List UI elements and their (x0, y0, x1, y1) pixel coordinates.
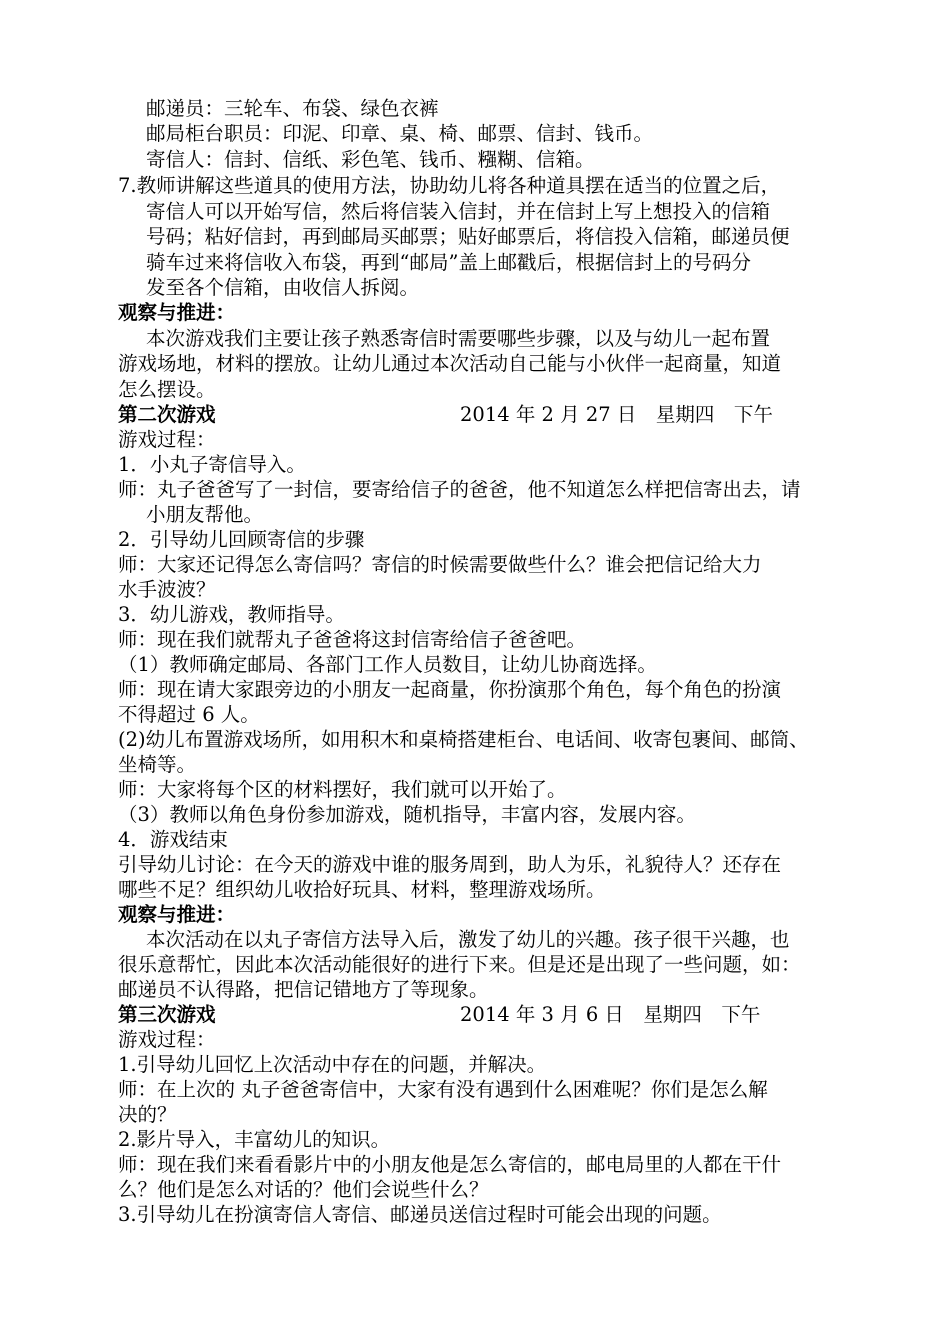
game2-line: 水手波波？ (118, 578, 216, 601)
game2-line: 师：现在请大家跟旁边的小朋友一起商量，你扮演那个角色，每个角色的扮演 (118, 678, 782, 701)
step7-line: 7.教师讲解这些道具的使用方法，协助幼儿将各种道具摆在适当的位置之后， (118, 174, 781, 197)
game2-line: 师：大家将每个区的材料摆好，我们就可以开始了。 (118, 778, 567, 801)
game2-date: 2014 年 2 月 27 日 星期四 下午 (460, 403, 773, 426)
observation-line: 本次活动在以丸子寄信方法导入后，激发了幼儿的兴趣。孩子很干兴趣，也 (146, 928, 790, 951)
observation-line: 游戏场地，材料的摆放。让幼儿通过本次活动自己能与小伙伴一起商量，知道 (118, 352, 782, 375)
game3-date: 2014 年 3 月 6 日 星期四 下午 (460, 1003, 761, 1026)
game3-line: 1.引导幼儿回忆上次活动中存在的问题，并解决。 (118, 1053, 547, 1076)
game3-line: 2.影片导入，丰富幼儿的知识。 (118, 1128, 391, 1151)
observation-line: 很乐意帮忙，因此本次活动能很好的进行下来。但是还是出现了一些问题，如： (118, 953, 801, 976)
step7-line: 发至各个信箱，由收信人拆阅。 (146, 276, 420, 299)
game2-line: 引导幼儿讨论：在今天的游戏中谁的服务周到，助人为乐，礼貌待人？还存在 (118, 853, 782, 876)
observation-line: 本次游戏我们主要让孩子熟悉寄信时需要哪些步骤，以及与幼儿一起布置 (146, 327, 771, 350)
observation-line: 邮递员不认得路，把信记错地方了等现象。 (118, 978, 489, 1001)
game2-title: 第二次游戏 (118, 403, 216, 426)
observation-line: 怎么摆设。 (118, 378, 216, 401)
game2-line: 小朋友帮他。 (146, 503, 264, 526)
game2-line: 3．幼儿游戏，教师指导。 (118, 603, 345, 626)
step7-line: 寄信人可以开始写信，然后将信装入信封，并在信封上写上想投入的信箱 (146, 200, 771, 223)
game3-title: 第三次游戏 (118, 1003, 216, 1026)
game3-line: 决的？ (118, 1103, 177, 1126)
observation-heading: 观察与推进： (118, 903, 236, 926)
props-sender: 寄信人：信封、信纸、彩色笔、钱币、糨糊、信箱。 (146, 148, 595, 171)
game3-line: 师：在上次的 丸子爸爸寄信中，大家有没有遇到什么困难呢？你们是怎么解 (118, 1078, 768, 1101)
step7-line: 号码；粘好信封，再到邮局买邮票；贴好邮票后，将信投入信箱，邮递员便 (146, 225, 790, 248)
game2-line: 1．小丸子寄信导入。 (118, 453, 306, 476)
game3-line: 么？他们是怎么对话的？他们会说些什么？ (118, 1178, 489, 1201)
game2-line: (2)幼儿布置游戏场所，如用积木和桌椅搭建柜台、电话间、收寄包裹间、邮筒、 (118, 728, 809, 751)
game2-line: （3）教师以角色身份参加游戏，随机指导，丰富内容，发展内容。 (118, 803, 696, 826)
game3-line: 3.引导幼儿在扮演寄信人寄信、邮递员送信过程时可能会出现的问题。 (118, 1203, 722, 1226)
game2-line: 4．游戏结束 (118, 828, 228, 851)
game2-line: 哪些不足？组织幼儿收拾好玩具、材料，整理游戏场所。 (118, 878, 606, 901)
game2-line: 坐椅等。 (118, 753, 197, 776)
game2-line: 师：大家还记得怎么寄信吗？寄信的时候需要做些什么？谁会把信记给大力 (118, 553, 762, 576)
game3-line: 师：现在我们来看看影片中的小朋友他是怎么寄信的，邮电局里的人都在干什 (118, 1153, 782, 1176)
game2-line: 游戏过程： (118, 428, 216, 451)
props-counter: 邮局柜台职员：印泥、印章、桌、椅、邮票、信封、钱币。 (146, 122, 654, 145)
game2-line: 不得超过 6 人。 (118, 703, 260, 726)
step7-line: 骑车过来将信收入布袋，再到“邮局”盖上邮戳后，根据信封上的号码分 (146, 251, 751, 274)
observation-heading: 观察与推进： (118, 301, 236, 324)
game2-line: （1）教师确定邮局、各部门工作人员数目，让幼儿协商选择。 (118, 653, 657, 676)
game3-line: 游戏过程： (118, 1028, 216, 1051)
game2-line: 师：丸子爸爸写了一封信，要寄给信子的爸爸，他不知道怎么样把信寄出去，请 (118, 478, 801, 501)
game2-line: 2．引导幼儿回顾寄信的步骤 (118, 528, 365, 551)
props-postman: 邮递员：三轮车、布袋、绿色衣裤 (146, 97, 439, 120)
game2-line: 师：现在我们就帮丸子爸爸将这封信寄给信子爸爸吧。 (118, 628, 587, 651)
